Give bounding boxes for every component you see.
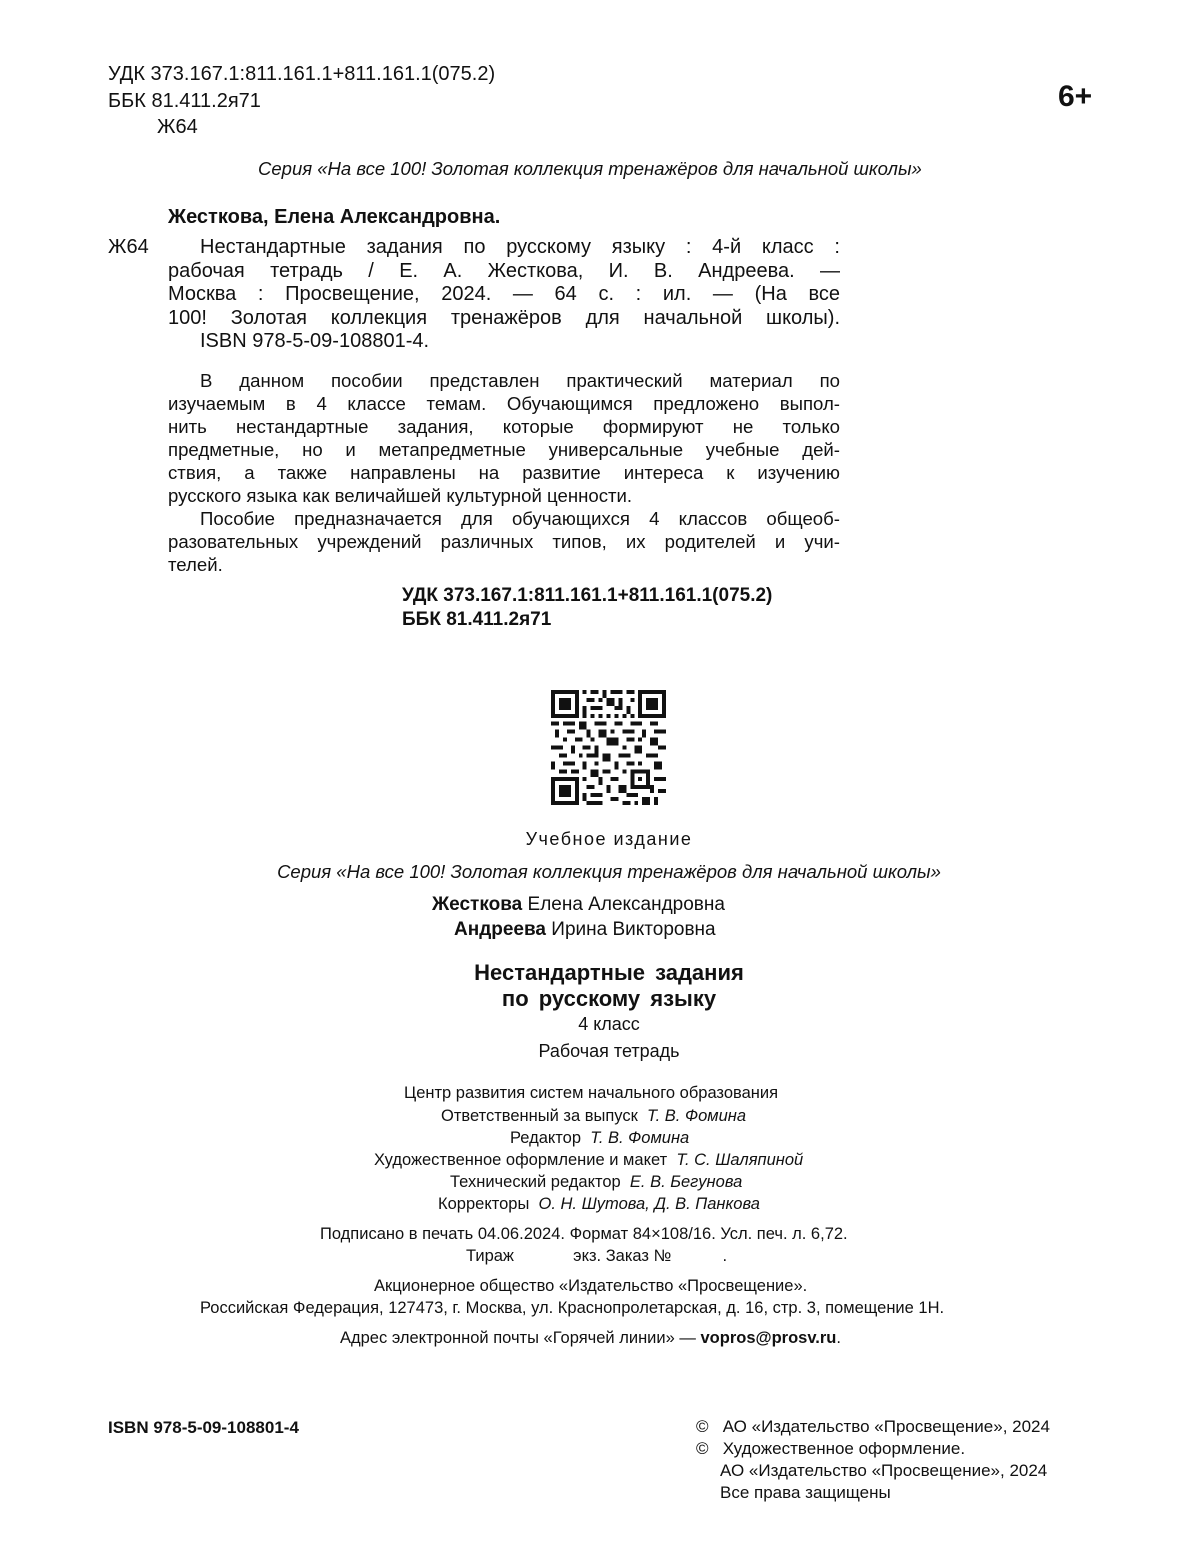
author2-surname: Андреева (454, 919, 546, 940)
footer-isbn: ISBN 978-5-09-108801-4 (108, 1418, 299, 1437)
book-title-line1: Нестандартные задания (474, 960, 744, 985)
author1 (432, 894, 725, 916)
rights-reserved: Все права защищены (720, 1483, 891, 1502)
author-heading: Жесткова, Елена Александровна. (168, 206, 501, 228)
author1-name: Елена Александровна (527, 894, 725, 915)
udk-bold: УДК 373.167.1:811.161.1+811.161.1(075.2) (402, 585, 773, 606)
author2-name: Ирина Викторовна (551, 919, 716, 940)
header-code: Ж64 (157, 116, 198, 138)
author1-surname: Жесткова (432, 894, 523, 915)
annotation-line: изучаемым в 4 классе темам. Обучающимся предложено выпол- (168, 393, 840, 414)
responsible-label: Ответственный за выпуск (441, 1107, 638, 1125)
editor (510, 1127, 689, 1150)
purpose-line: телей. (168, 554, 223, 575)
author2 (454, 919, 716, 941)
editor-label: Редактор (510, 1129, 582, 1147)
title-line: рабочая тетрадь / Е. А. Жесткова, И. В. Андреева. — (168, 259, 840, 282)
annotation-line: ствия, а также направлены на развитие интереса к изучению (168, 462, 840, 483)
book-title-line2: по русскому языку (501, 986, 717, 1011)
art-label: Художественное оформление и макет (374, 1151, 668, 1169)
copyright2-text: Художественное оформление. (722, 1439, 966, 1458)
age-rating-badge: 6+ (1058, 80, 1093, 113)
colophon-series: Серия «На все 100! Золотая коллекция тренажёров для начальной школы» (277, 861, 941, 882)
copyright2 (696, 1438, 965, 1461)
proofreaders (438, 1193, 760, 1216)
run-end: . (722, 1247, 728, 1265)
tech-name: Е. В. Бегунова (629, 1173, 743, 1191)
publisher-line2: Российская Федерация, 127473, г. Москва, ул. Краснопролетарская, д. 16, стр. 3, помещение 1Н. (200, 1299, 945, 1317)
hotline-prefix: Адрес электронной почты «Горячей линии» — (340, 1329, 696, 1347)
art-design (374, 1149, 803, 1172)
proof-name: О. Н. Шутова, Д. В. Панкова (538, 1195, 760, 1213)
book-type: Рабочая тетрадь (538, 1041, 680, 1061)
series-line: Серия «На все 100! Золотая коллекция тренажёров для начальной школы» (258, 158, 922, 179)
title-line: Нестандартные задания по русскому языку : 4-й класс : (200, 236, 840, 258)
print-line: Подписано в печать 04.06.2024. Формат 84×108/16. Усл. печ. л. 6,72. (320, 1225, 848, 1243)
tech-label: Технический редактор (450, 1173, 621, 1191)
responsible (441, 1105, 746, 1128)
book-grade: 4 класс (578, 1014, 640, 1034)
copyright1 (696, 1416, 1050, 1439)
hotline-email[interactable]: vopros@prosv.ru (700, 1329, 837, 1347)
isbn-line: ISBN 978-5-09-108801-4. (200, 330, 430, 352)
copyright2-cont: АО «Издательство «Просвещение», 2024 (720, 1461, 1048, 1480)
annotation-line: предметные, но и метапредметные универсальные учебные дей- (168, 439, 840, 460)
hotline-end: . (836, 1329, 841, 1347)
run-label: Тираж (466, 1247, 514, 1265)
annotation-line: нить нестандартные задания, которые формируют не только (168, 416, 840, 437)
copyright-symbol: © (696, 1417, 709, 1436)
print-run (466, 1245, 727, 1268)
title-line: Москва : Просвещение, 2024. — 64 с. : ил. — (На все (168, 283, 840, 305)
proof-label: Корректоры (438, 1195, 530, 1213)
title-line: 100! Золотая коллекция тренажёров для начальной школы). (168, 306, 840, 329)
annotation-block (168, 369, 840, 576)
bbk-bold: ББК 81.411.2я71 (402, 609, 552, 630)
editor-name: Т. В. Фомина (590, 1129, 690, 1147)
author-code: Ж64 (108, 236, 149, 258)
tech-editor (450, 1171, 742, 1194)
purpose-line: разовательных учреждений различных типов, их родителей и учи- (168, 531, 840, 552)
art-name: Т. С. Шаляпиной (676, 1151, 804, 1169)
run-rest: экз. Заказ № (573, 1247, 672, 1265)
responsible-name: Т. В. Фомина (647, 1107, 747, 1125)
copyright-symbol: © (696, 1439, 709, 1458)
title-block (168, 236, 840, 354)
header-bbk: ББК 81.411.2я71 (108, 90, 261, 112)
header-udk: УДК 373.167.1:811.161.1+811.161.1(075.2) (108, 63, 496, 85)
hotline (340, 1327, 841, 1350)
publisher-line1: Акционерное общество «Издательство «Просвещение». (374, 1277, 808, 1295)
center-name: Центр развития систем начального образования (404, 1084, 779, 1102)
copyright1-text: АО «Издательство «Просвещение», 2024 (722, 1417, 1050, 1436)
edition-type: Учебное издание (525, 829, 693, 849)
annotation-line: русского языка как величайшей культурной ценности. (168, 485, 633, 506)
purpose-line: Пособие предназначается для обучающихся 4 классов общеоб- (200, 508, 840, 529)
qr-code (551, 690, 666, 805)
annotation-line: В данном пособии представлен практический материал по (200, 370, 840, 391)
